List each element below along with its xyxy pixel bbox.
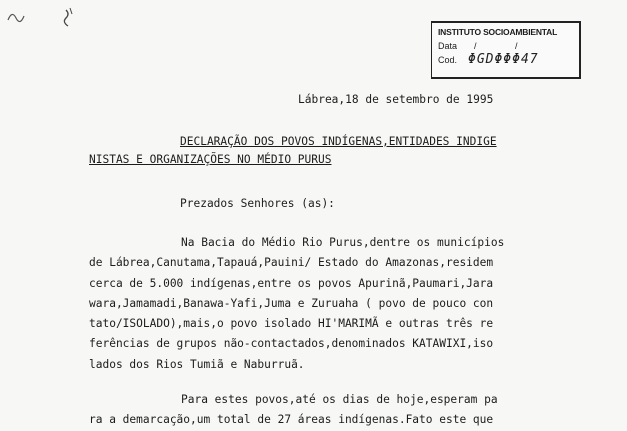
paragraph-1-line: tato/ISOLADO),mais,o povo isolado HI'MARIMÃ e outras três re [89, 317, 494, 331]
paragraph-1-line: cerca de 5.000 indígenas,entre os povos Apurinã,Paumari,Jara [89, 276, 494, 290]
stamp-code-label: Cod. [438, 55, 458, 65]
corner-scribble-mark [6, 4, 76, 28]
letter-title-line-1: DECLARAÇÃO DOS POVOS INDÍGENAS,ENTIDADES INDIGE [180, 135, 497, 148]
stamp-date-value: / / [474, 41, 536, 51]
paragraph-2-line: Para estes povos,até os dias de hoje,esperam pa [181, 393, 498, 406]
letter-date: Lábrea,18 de setembro de 1995 [298, 93, 494, 106]
stamp-code-row [438, 53, 573, 67]
stamp-code-value: ΦGDΦΦΦ47 [468, 52, 539, 67]
paragraph-1-line: lados dos Rios Tumiã e Naburruã. [89, 357, 305, 371]
letter-salutation: Prezados Senhores (as): [180, 197, 335, 210]
letter-title-line-2: NISTAS E ORGANIZAÇÕES NO MÉDIO PURUS [89, 153, 332, 166]
archive-stamp [431, 21, 581, 79]
paragraph-1-line: wara,Jamamadi,Banawa-Yafi,Juma e Zuruaha ( povo de pouco con [89, 296, 494, 310]
paragraph-1-line: de Lábrea,Canutama,Tapauá,Pauini/ Estado do Amazonas,residem [89, 256, 494, 270]
paragraph-2-line: ra a demarcação,um total de 27 áreas indígenas.Fato este que [89, 413, 494, 427]
paragraph-1-line: Na Bacia do Médio Rio Purus,dentre os municípios [181, 236, 505, 249]
stamp-organization: INSTITUTO SOCIOAMBIENTAL [438, 27, 558, 37]
stamp-date-label: Data [438, 41, 458, 51]
paragraph-2 [89, 390, 539, 431]
stamp-date-row [438, 39, 573, 53]
paragraph-1-line: ferências de grupos não-contactados,denominados KATAWIXI,iso [89, 337, 494, 351]
paragraph-1 [89, 233, 539, 375]
